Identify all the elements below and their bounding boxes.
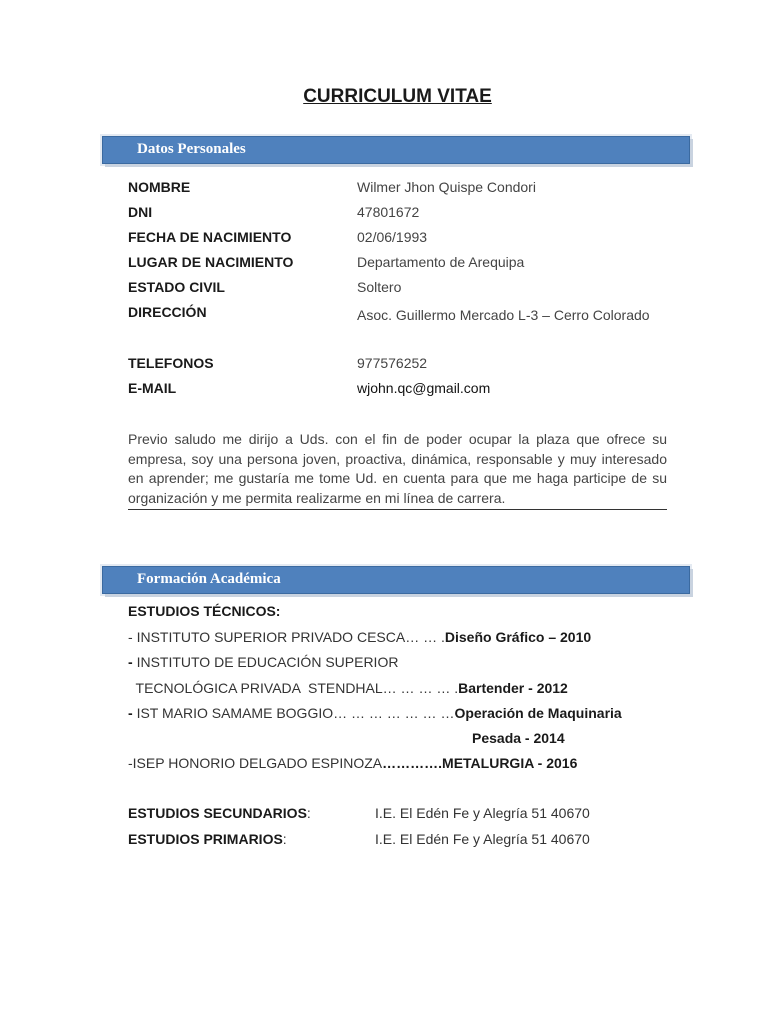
estudios-secundarios-row: ESTUDIOS SECUNDARIOS: [128,805,311,821]
list-item: - INSTITUTO SUPERIOR PRIVADO CESCA… … .Diseño Gráfico – 2010 [128,629,592,645]
field-value: Departamento de Arequipa [357,254,525,270]
estudios-primarios-value: I.E. El Edén Fe y Alegría 51 40670 [375,831,590,847]
field-label: ESTADO CIVIL [128,279,225,295]
field-label: FECHA DE NACIMIENTO [128,229,292,245]
field-label: E-MAIL [128,380,177,396]
field-value: Wilmer Jhon Quispe Condori [357,179,536,195]
field-value-email: wjohn.qc@gmail.com [357,380,491,396]
field-label: LUGAR DE NACIMIENTO [128,254,294,270]
field-value: Soltero [357,279,402,295]
document-title: CURRICULUM VITAE [303,86,492,107]
list-item: - INSTITUTO DE EDUCACIÓN SUPERIOR [128,654,399,670]
estudios-primarios-row: ESTUDIOS PRIMARIOS: [128,831,287,847]
field-label: NOMBRE [128,179,191,195]
section-header-academic [102,566,690,594]
field-value: 977576252 [357,355,428,371]
field-value-direccion: Asoc. Guillermo Mercado L-3 – Cerro Colorado [357,307,650,323]
list-item: - IST MARIO SAMAME BOGGIO… … … … … … …Operación de Maquinaria [128,705,622,721]
field-label: DIRECCIÓN [128,304,207,320]
estudios-secundarios-value: I.E. El Edén Fe y Alegría 51 40670 [375,805,590,821]
field-value: 47801672 [357,204,420,220]
section-title-personal: Datos Personales [137,141,246,157]
field-label: DNI [128,204,153,220]
section-title-academic: Formación Académica [137,571,281,587]
list-item: TECNOLÓGICA PRIVADA STENDHAL… … … … .Bartender - 2012 [135,680,568,696]
intro-paragraph: Previo saludo me dirijo a Uds. con el fin de poder ocupar la plaza que ofrece su empresa, soy una persona joven, proactiva, dinámica, responsable y muy interesado en aprender; me gustaría me tome Ud. en cuenta para que me haga participe de su organización y me permita realizarme en mi línea de carrera. [128,430,667,510]
field-label: TELEFONOS [128,355,214,371]
section-header-personal [102,136,690,164]
list-item: -ISEP HONORIO DELGADO ESPINOZA………….METALURGIA - 2016 [128,755,578,771]
estudios-tecnicos-label: ESTUDIOS TÉCNICOS: [128,603,281,619]
field-value: 02/06/1993 [357,229,428,245]
list-item-continuation: Pesada - 2014 [472,730,565,746]
